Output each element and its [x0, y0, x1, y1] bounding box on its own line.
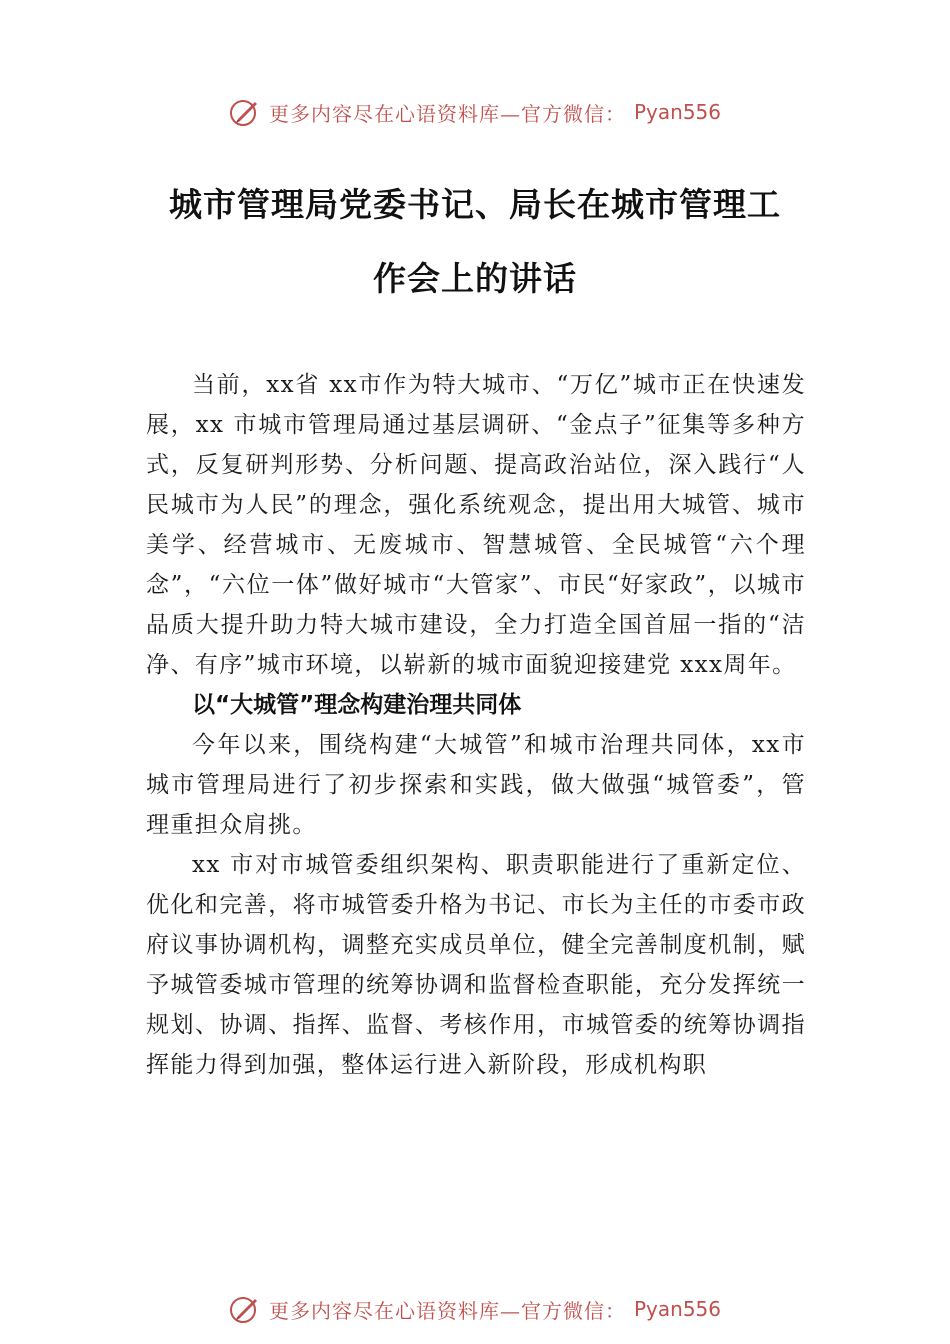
watermark-handle: Pyan556 — [633, 100, 721, 124]
watermark-handle: Pyan556 — [633, 1297, 721, 1321]
title-line-2: 作会上的讲话 — [373, 259, 577, 298]
document-body — [146, 365, 806, 1085]
footer-watermark — [0, 1293, 950, 1325]
watermark-label: 更多内容尽在心语资料库—官方微信： — [268, 1298, 626, 1323]
paragraph-intro: 当前，xx省 xx市作为特大城市、“万亿”城市正在快速发展，xx 市城市管理局通过基层调研、“金点子”征集等多种方式，反复研判形势、分析问题、提高政治站位，深入践行“人民城市为人民”的理念，强化系统观念，提出用大城管、城市美学、经营城市、无废城市、智慧城管、全民城管“六个理念”，“六位一体”做好城市“大管家”、市民“好家政”，以城市品质大提升助力特大城市建设，全力打造全国首屈一指的“洁净、有序”城市环境，以崭新的城市面貌迎接建党 xxx周年。 — [146, 372, 806, 678]
header-watermark — [0, 96, 950, 128]
paragraph-committee: xx 市对市城管委组织架构、职责职能进行了重新定位、优化和完善，将市城管委升格为书记、市长为主任的市委市政府议事协调机构，调整充实成员单位，健全完善制度机制，赋予城管委城市管理的统筹协调和监督检查职能，充分发挥统一规划、协调、指挥、监督、考核作用，市城管委的统筹协调指挥能力得到加强，整体运行进入新阶段，形成机构职 — [146, 852, 806, 1078]
watermark-label: 更多内容尽在心语资料库—官方微信： — [268, 101, 626, 126]
quill-logo-icon — [229, 1293, 261, 1325]
title-line-1: 城市管理局党委书记、局长在城市管理工 — [169, 185, 781, 224]
section-heading: 以“大城管”理念构建治理共同体 — [192, 692, 522, 718]
quill-logo-icon — [229, 96, 261, 128]
paragraph-section-intro: 今年以来，围绕构建“大城管”和城市治理共同体，xx市城市管理局进行了初步探索和实践，做大做强“城管委”，管理重担众肩挑。 — [146, 732, 806, 838]
document-title — [140, 168, 810, 316]
